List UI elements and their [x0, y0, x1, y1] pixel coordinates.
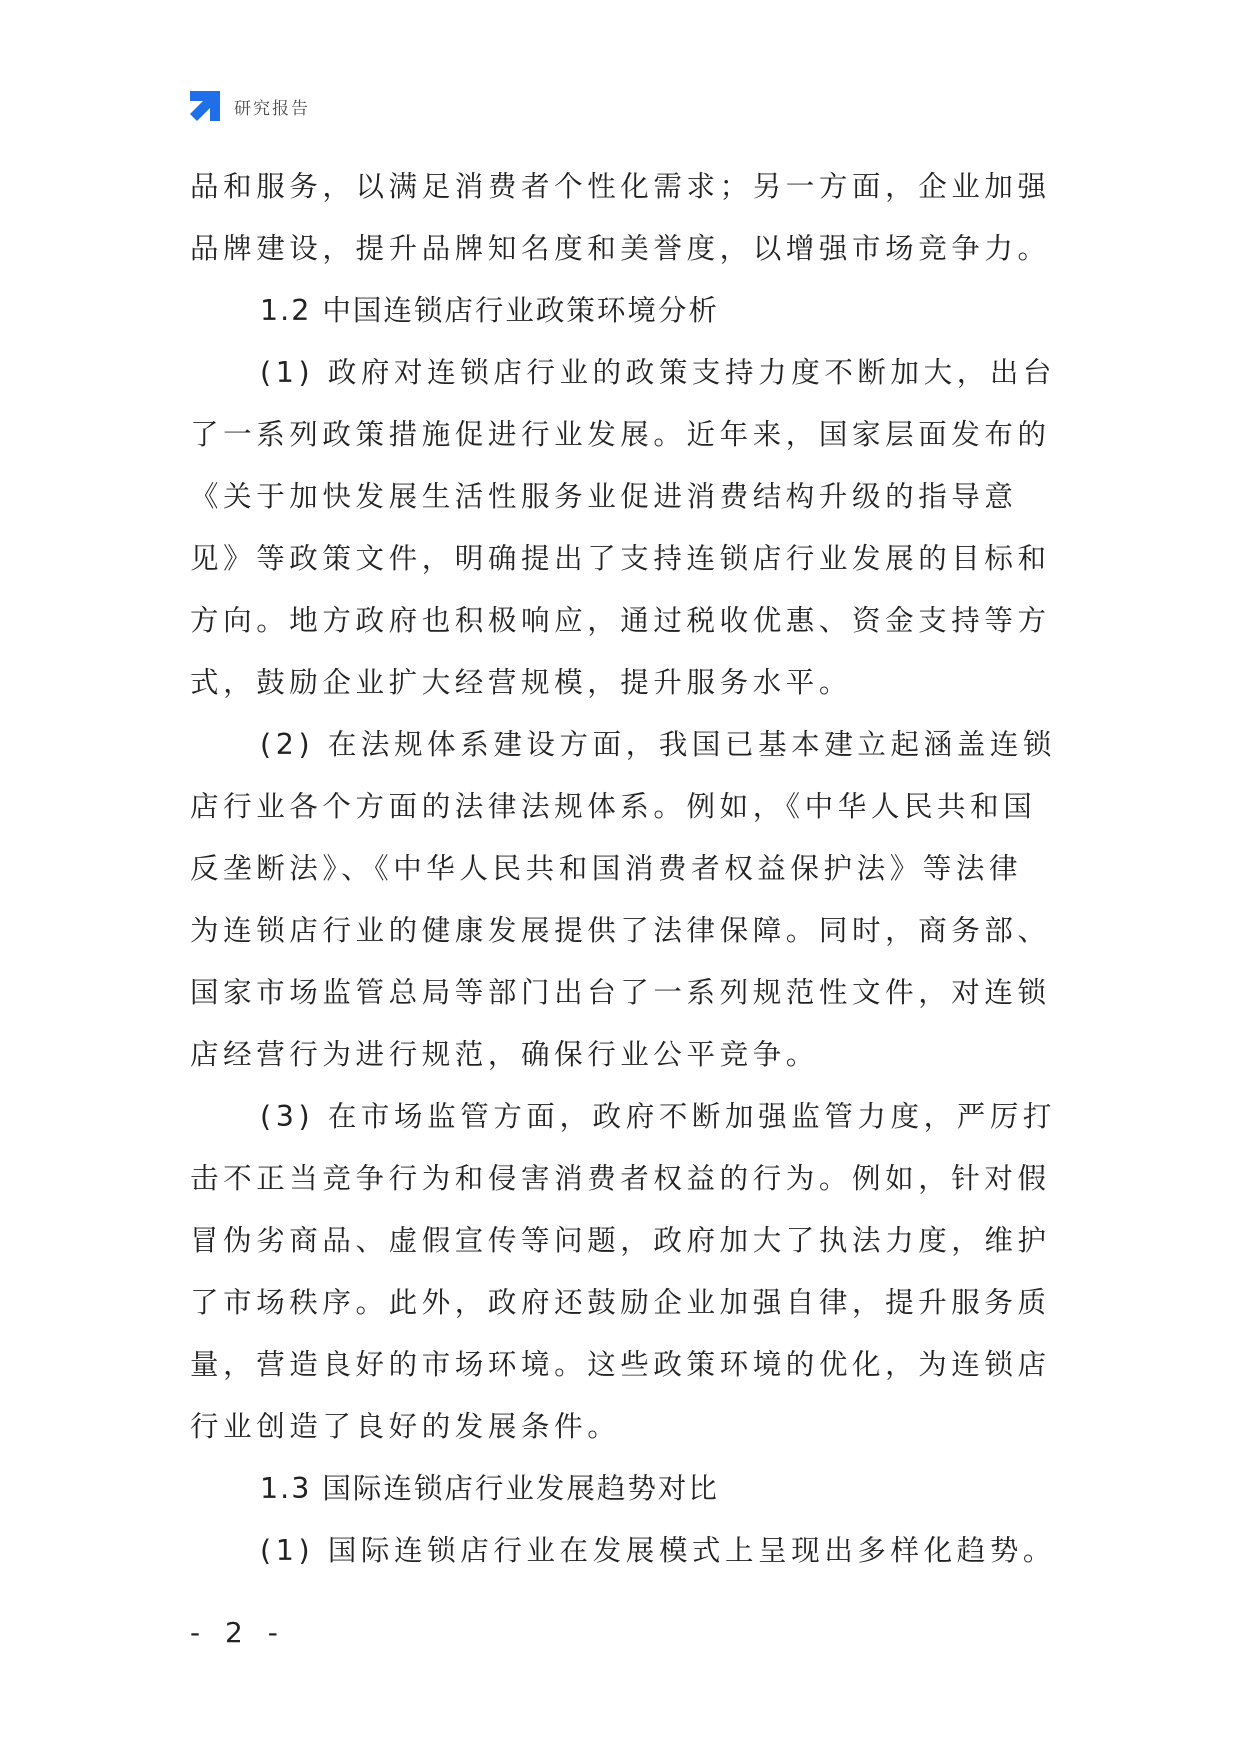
paragraph-line: 量，营造良好的市场环境。这些政策环境的优化，为连锁店 — [190, 1348, 1051, 1381]
paragraph-line: 反垄断法》、《中华人民共和国消费者权益保护法》等法律 — [190, 852, 1023, 885]
section-heading: 1.3 国际连锁店行业发展趋势对比 — [260, 1472, 719, 1505]
paragraph-line: 店经营行为进行规范，确保行业公平竞争。 — [190, 1038, 819, 1071]
page-number: - 2 - — [190, 1616, 286, 1649]
page-header — [190, 90, 310, 122]
paragraph-line: 《关于加快发展生活性服务业促进消费结构升级的指导意 — [190, 480, 1018, 513]
arrow-logo-icon — [190, 91, 220, 121]
paragraph-line: 式，鼓励企业扩大经营规模，提升服务水平。 — [190, 666, 853, 699]
paragraph-line: 行业创造了良好的发展条件。 — [190, 1410, 621, 1443]
header-title: 研究报告 — [234, 98, 310, 119]
paragraph-line: 店行业各个方面的法律法规体系。例如，《中华人民共和国 — [190, 790, 1037, 823]
section-heading: 1.2 中国连锁店行业政策环境分析 — [260, 294, 719, 327]
paragraph-line: 了市场秩序。此外，政府还鼓励企业加强自律，提升服务质 — [190, 1286, 1051, 1319]
paragraph-line: 击不正当竞争行为和侵害消费者权益的行为。例如，针对假 — [190, 1162, 1051, 1195]
paragraph-line: 为连锁店行业的健康发展提供了法律保障。同时，商务部、 — [190, 914, 1051, 947]
document-body — [190, 156, 1057, 1582]
paragraph-line: (3) 在市场监管方面，政府不断加强监管力度，严厉打 — [260, 1100, 1057, 1133]
paragraph-line: 方向。地方政府也积极响应，通过税收优惠、资金支持等方 — [190, 604, 1051, 637]
paragraph-line: 了一系列政策措施促进行业发展。近年来，国家层面发布的 — [190, 418, 1051, 451]
paragraph-line: 见》等政策文件，明确提出了支持连锁店行业发展的目标和 — [190, 542, 1051, 575]
paragraph-line: 冒伪劣商品、虚假宣传等问题，政府加大了执法力度，维护 — [190, 1224, 1051, 1257]
paragraph-line: (2) 在法规体系建设方面，我国已基本建立起涵盖连锁 — [260, 728, 1057, 761]
paragraph-line: (1) 政府对连锁店行业的政策支持力度不断加大，出台 — [260, 356, 1057, 389]
paragraph-line: 品和服务，以满足消费者个性化需求；另一方面，企业加强 — [190, 170, 1051, 203]
paragraph-line: 国家市场监管总局等部门出台了一系列规范性文件，对连锁 — [190, 976, 1051, 1009]
paragraph-line: (1) 国际连锁店行业在发展模式上呈现出多样化趋势。 — [260, 1534, 1057, 1567]
paragraph-line: 品牌建设，提升品牌知名度和美誉度，以增强市场竞争力。 — [190, 232, 1051, 265]
